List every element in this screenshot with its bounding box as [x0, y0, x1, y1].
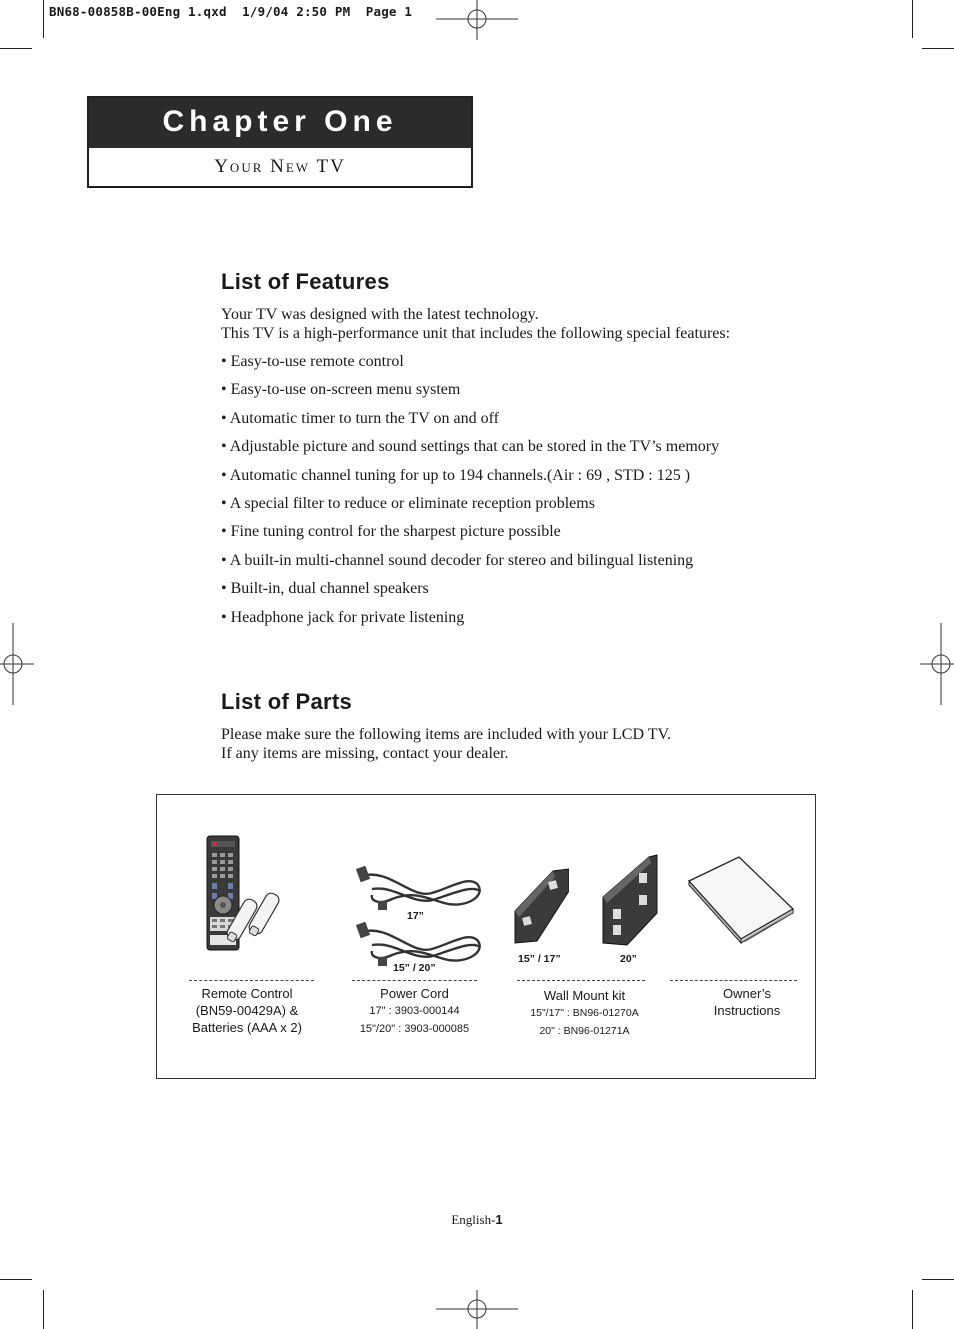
crop-mark: [922, 1279, 954, 1280]
divider-line: [670, 980, 797, 981]
power-cord-code2: 15"/20" : 3903-000085: [359, 1023, 470, 1035]
remote-label-line1: Remote Control: [201, 986, 293, 1001]
wall-mount-bracket-small-icon: [509, 851, 569, 946]
remote-control-label: [177, 985, 317, 1036]
feature-item: • Fine tuning control for the sharpest picture possible: [221, 523, 561, 541]
power-cord-label: [342, 985, 487, 1038]
crop-mark: [912, 1290, 913, 1329]
features-intro-line1: Your TV was designed with the latest technology.: [221, 306, 539, 323]
remote-label-line2: (BN59-00429A) &: [195, 1003, 299, 1018]
chapter-subtitle: Your New TV: [214, 156, 346, 177]
crop-mark: [912, 0, 913, 38]
feature-item: • Built-in, dual channel speakers: [221, 580, 429, 598]
parts-heading: List of Parts: [221, 689, 353, 714]
owners-label-line1: Owner’s: [723, 986, 771, 1001]
wall-mount-code2: 20" : BN96-01271A: [539, 1025, 630, 1037]
parts-panel: [156, 794, 816, 1079]
wall-mount-tag-20: 20”: [620, 953, 637, 965]
file-slug: BN68-00858B-00Eng 1.qxd 1/9/04 2:50 PM Page 1: [49, 4, 413, 19]
parts-intro-line2: If any items are missing, contact your dealer.: [221, 745, 509, 762]
feature-item: • A special filter to reduce or eliminate reception problems: [221, 494, 595, 512]
wall-mount-label: [507, 987, 662, 1040]
wall-mount-code1: 15"/17" : BN96-01270A: [530, 1007, 639, 1019]
wall-mount-tag-15-17: 15” / 17”: [518, 953, 561, 965]
feature-item: • A built-in multi-channel sound decoder for stereo and bilingual listening: [221, 551, 694, 569]
crop-mark: [922, 48, 954, 49]
power-cord-tag-15-20: 15” / 20”: [393, 962, 436, 974]
feature-item: • Easy-to-use on-screen menu system: [221, 381, 461, 399]
power-cord-name: Power Cord: [380, 986, 449, 1001]
feature-item: • Adjustable picture and sound settings that can be stored in the TV’s memory: [221, 438, 720, 456]
page-footer: [0, 1212, 954, 1228]
registration-mark-icon: [436, 1290, 518, 1329]
remote-control-icon: [203, 833, 323, 953]
features-heading: List of Features: [221, 269, 390, 294]
parts-intro-line1: Please make sure the following items are included with your LCD TV.: [221, 726, 671, 743]
owners-label-line2: Instructions: [713, 1003, 781, 1018]
owners-instructions-label: [677, 985, 817, 1019]
divider-line: [352, 980, 477, 981]
features-intro-line2: This TV is a high-performance unit that includes the following special features:: [221, 325, 731, 342]
feature-item: • Automatic timer to turn the TV on and off: [221, 409, 500, 427]
chapter-title: Chapter One: [89, 98, 471, 148]
crop-mark: [43, 1290, 44, 1329]
chapter-header: [87, 96, 473, 188]
feature-item: • Headphone jack for private listening: [221, 608, 465, 626]
registration-mark-icon: [436, 0, 518, 40]
wall-mount-name: Wall Mount kit: [543, 988, 626, 1003]
power-cord-tag-17: 17”: [407, 910, 424, 922]
registration-mark-icon: [0, 623, 34, 705]
crop-mark: [43, 0, 44, 38]
feature-item: • Automatic channel tuning for up to 194 channels.(Air : 69 , STD : 125 ): [221, 466, 691, 484]
manual-booklet-icon: [685, 853, 797, 945]
divider-line: [189, 980, 314, 981]
remote-label-line3: Batteries (AAA x 2): [192, 1020, 302, 1035]
features-list: [221, 352, 719, 636]
power-cord-code1: 17" : 3903-000144: [369, 1005, 460, 1017]
crop-mark: [0, 48, 32, 49]
feature-item: • Easy-to-use remote control: [221, 353, 404, 370]
page-number: 1: [495, 1212, 503, 1227]
registration-mark-icon: [920, 623, 954, 705]
footer-prefix: English-: [451, 1212, 496, 1227]
wall-mount-bracket-large-icon: [599, 853, 661, 947]
divider-line: [517, 980, 645, 981]
crop-mark: [0, 1279, 32, 1280]
